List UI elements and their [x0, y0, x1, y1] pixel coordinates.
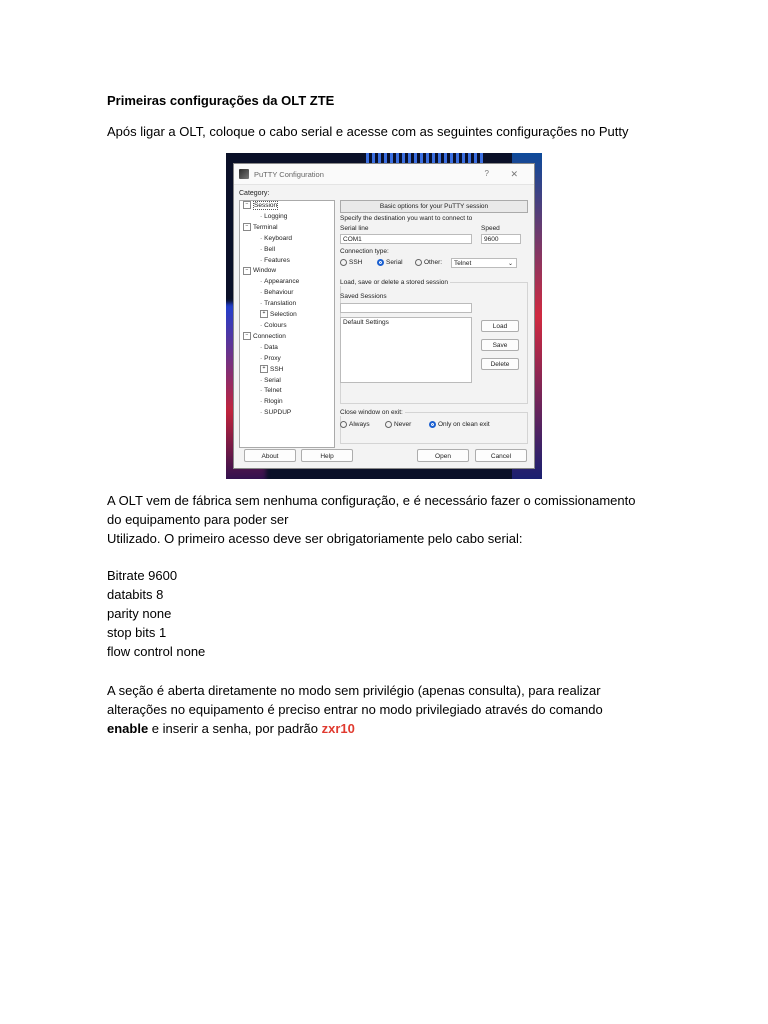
radio-serial[interactable] — [377, 259, 403, 266]
exit-clean-circle — [429, 421, 436, 428]
tree-connector-icon: · — [260, 289, 263, 297]
session-panel — [340, 200, 528, 429]
expand-icon[interactable]: + — [260, 365, 268, 373]
exit-always-radio[interactable] — [340, 421, 370, 428]
radio-ssh[interactable] — [340, 259, 362, 266]
tree-item-label: Serial — [264, 376, 281, 384]
tree-item-label: Rlogin — [264, 398, 283, 406]
radio-other-label: Other: — [424, 259, 443, 267]
tree-item-features[interactable] — [240, 256, 334, 267]
exit-clean-radio[interactable] — [429, 421, 490, 428]
category-label: Category: — [239, 190, 270, 197]
save-button[interactable]: Save — [481, 339, 519, 351]
delete-button[interactable]: Delete — [481, 358, 519, 370]
putty-app-icon — [239, 169, 249, 179]
tree-item-colours[interactable] — [240, 321, 334, 332]
tree-item-label: Data — [264, 343, 278, 351]
tree-item-appearance[interactable] — [240, 277, 334, 288]
tree-item-label: SSH — [270, 365, 284, 373]
tree-item-translation[interactable] — [240, 299, 334, 310]
tree-connector-icon: · — [260, 300, 263, 308]
session-list[interactable] — [340, 317, 472, 383]
tree-connector-icon: · — [260, 212, 263, 220]
saved-sessions-input[interactable] — [340, 303, 472, 313]
tree-item-label: Colours — [264, 321, 287, 329]
paragraph-privilege-line-3 — [107, 719, 677, 738]
tree-connector-icon: · — [260, 398, 263, 406]
paragraph-factory-line-2: do equipamento para poder ser — [107, 512, 289, 527]
help-button[interactable]: Help — [301, 449, 353, 462]
tree-item-label: Behaviour — [264, 289, 294, 297]
tree-connector-icon: · — [260, 409, 263, 417]
tree-connector-icon: · — [260, 245, 263, 253]
protocol-select-value: Telnet — [454, 260, 472, 267]
putty-window — [233, 163, 535, 469]
speed-label: Speed — [481, 225, 500, 232]
category-tree[interactable] — [239, 200, 335, 448]
tree-item-label: Bell — [264, 245, 276, 253]
serial-line-label: Serial line — [340, 225, 369, 232]
setting-parity: parity none — [107, 606, 172, 621]
help-icon[interactable]: ? — [484, 169, 489, 178]
window-title: PuTTY Configuration — [254, 170, 324, 179]
document-title: Primeiras configurações da OLT ZTE — [107, 93, 335, 108]
setting-databits: databits 8 — [107, 587, 164, 602]
collapse-icon[interactable]: − — [243, 223, 251, 231]
tree-item-label: Translation — [264, 300, 297, 308]
tree-item-window[interactable] — [240, 266, 334, 277]
chevron-down-icon: ⌄ — [507, 261, 513, 267]
session-list-item[interactable]: Default Settings — [343, 319, 389, 326]
close-icon[interactable]: ✕ — [510, 169, 518, 179]
exit-clean-label: Only on clean exit — [438, 421, 490, 429]
exit-never-radio[interactable] — [385, 421, 411, 428]
collapse-icon[interactable]: − — [243, 267, 251, 275]
exit-never-circle — [385, 421, 392, 428]
paragraph-factory-line-1: A OLT vem de fábrica sem nenhuma configuração, e é necessário fazer o comissionamento — [107, 493, 636, 508]
tree-item-telnet[interactable] — [240, 386, 334, 397]
exit-never-label: Never — [394, 421, 412, 429]
background-pattern-top — [366, 153, 486, 163]
serial-settings-list — [107, 566, 205, 661]
tree-item-label: SUPDUP — [264, 409, 292, 417]
tree-connector-icon: · — [260, 321, 263, 329]
default-password: zxr10 — [321, 721, 355, 736]
intro-text: Após ligar a OLT, coloque o cabo serial e acesse com as seguintes configurações no Putty — [107, 124, 629, 139]
password-intro: e inserir a senha, por padrão — [148, 721, 322, 736]
saved-sessions-label: Saved Sessions — [340, 293, 387, 300]
paragraph-factory-line-3: Utilizado. O primeiro acesso deve ser obrigatoriamente pelo cabo serial: — [107, 531, 523, 546]
window-titlebar — [234, 164, 534, 185]
enable-command: enable — [107, 721, 149, 736]
paragraph-privilege-line-1: A seção é aberta diretamente no modo sem privilégio (apenas consulta), para realizar — [107, 683, 601, 698]
tree-item-bell[interactable] — [240, 245, 334, 256]
tree-item-session[interactable] — [240, 201, 334, 212]
tree-item-label: Connection — [253, 332, 286, 340]
tree-item-label: Session — [254, 202, 278, 209]
tree-connector-icon: · — [260, 234, 263, 242]
collapse-icon[interactable]: − — [243, 201, 251, 209]
sessions-group-label: Load, save or delete a stored session — [340, 279, 449, 286]
tree-item-supdup[interactable] — [240, 408, 334, 419]
setting-bitrate: Bitrate 9600 — [107, 568, 178, 583]
open-button[interactable]: Open — [417, 449, 469, 462]
tree-item-label: Appearance — [264, 278, 300, 286]
putty-screenshot — [226, 153, 542, 479]
tree-item-label: Features — [264, 256, 290, 264]
cancel-button[interactable]: Cancel — [475, 449, 527, 462]
tree-item-label: Keyboard — [264, 234, 292, 242]
connection-type-label: Connection type: — [340, 248, 389, 255]
serial-line-input[interactable]: COM1 — [340, 234, 472, 244]
radio-serial-label: Serial — [386, 259, 403, 267]
tree-item-logging[interactable] — [240, 212, 334, 223]
expand-icon[interactable]: + — [260, 310, 268, 318]
tree-item-label: Logging — [264, 212, 288, 220]
radio-other-circle — [415, 259, 422, 266]
load-button[interactable]: Load — [481, 320, 519, 332]
tree-connector-icon: · — [260, 354, 263, 362]
exit-always-label: Always — [349, 421, 370, 429]
tree-item-ssh[interactable] — [240, 365, 334, 376]
tree-connector-icon: · — [260, 387, 263, 395]
tree-item-label: Proxy — [264, 354, 281, 362]
radio-serial-circle — [377, 259, 384, 266]
exit-always-circle — [340, 421, 347, 428]
tree-connector-icon: · — [260, 256, 263, 264]
tree-item-serial[interactable] — [240, 376, 334, 387]
tree-connector-icon: · — [260, 376, 263, 384]
paragraph-factory — [107, 491, 677, 548]
tree-item-proxy[interactable] — [240, 354, 334, 365]
tree-connector-icon: · — [260, 278, 263, 286]
panel-header: Basic options for your PuTTY session — [340, 200, 528, 213]
tree-item-connection[interactable] — [240, 332, 334, 343]
paragraph-privilege-line-2: alterações no equipamento é preciso entrar no modo privilegiado através do comando — [107, 702, 603, 717]
tree-connector-icon: · — [260, 343, 263, 351]
about-button[interactable]: About — [244, 449, 296, 462]
close-exit-label: Close window on exit: — [340, 409, 403, 416]
speed-input[interactable]: 9600 — [481, 234, 521, 244]
destination-label: Specify the destination you want to connect to — [340, 215, 473, 222]
tree-item-keyboard[interactable] — [240, 234, 334, 245]
radio-ssh-label: SSH — [349, 259, 363, 267]
tree-item-label: Terminal — [253, 223, 278, 231]
setting-stopbits: stop bits 1 — [107, 625, 167, 640]
tree-item-behaviour[interactable] — [240, 288, 334, 299]
tree-item-selection[interactable] — [240, 310, 334, 321]
radio-ssh-circle — [340, 259, 347, 266]
tree-item-label: Telnet — [264, 387, 282, 395]
tree-item-label: Window — [253, 267, 277, 275]
tree-item-terminal[interactable] — [240, 223, 334, 234]
tree-item-label: Selection — [270, 311, 297, 319]
radio-other[interactable] — [415, 259, 442, 266]
protocol-select[interactable] — [451, 258, 517, 268]
tree-item-data[interactable] — [240, 343, 334, 354]
tree-item-rlogin[interactable] — [240, 397, 334, 408]
paragraph-privilege — [107, 681, 677, 738]
setting-flowcontrol: flow control none — [107, 644, 206, 659]
collapse-icon[interactable]: − — [243, 332, 251, 340]
